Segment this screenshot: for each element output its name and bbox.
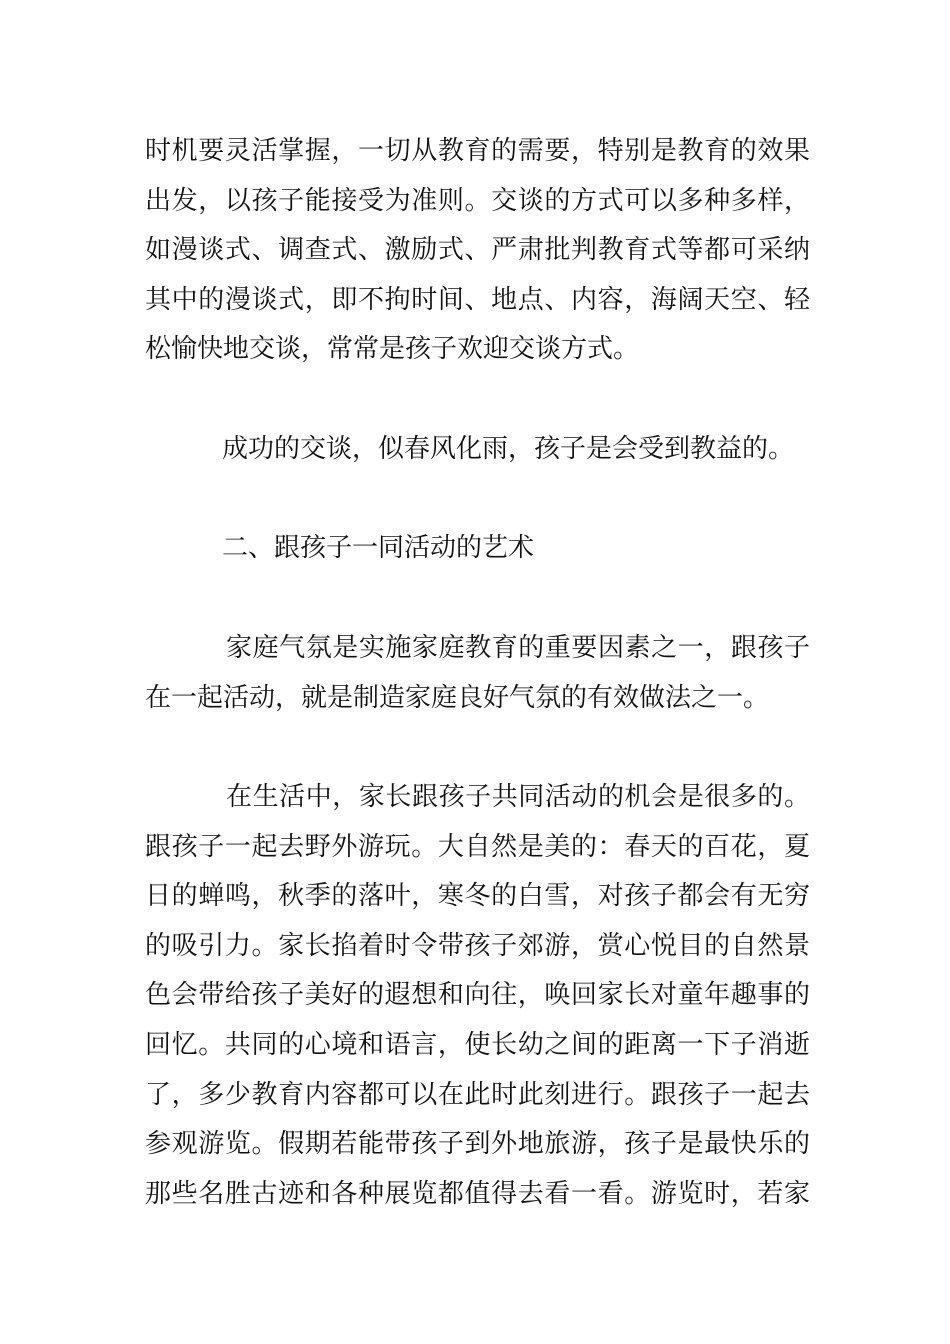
paragraph-4-line-9: 那些名胜古迹和各种展览都值得去看一看。游览时，若家 xyxy=(145,1179,810,1209)
paragraph-3-line-1: 家庭气氛是实施家庭教育的重要因素之一，跟孩子 xyxy=(226,633,810,663)
paragraph-4-line-2: 跟孩子一起去野外游玩。大自然是美的：春天的百花，夏 xyxy=(145,832,810,862)
paragraph-4-line-4: 的吸引力。家长掐着时令带孩子郊游，赏心悦目的自然景 xyxy=(145,931,810,961)
paragraph-2-line-1: 成功的交谈，似春风化雨，孩子是会受到教益的。 xyxy=(222,434,795,464)
paragraph-4-line-8: 参观游览。假期若能带孩子到外地旅游，孩子是最快乐的 xyxy=(145,1129,810,1159)
paragraph-4-line-5: 色会带给孩子美好的遐想和向往，唤回家长对童年趣事的 xyxy=(145,980,810,1010)
paragraph-4-line-7: 了，多少教育内容都可以在此时此刻进行。跟孩子一起去 xyxy=(145,1080,810,1110)
paragraph-1-line-2: 出发，以孩子能接受为准则。交谈的方式可以多种多样， xyxy=(145,186,810,216)
section-heading: 二、跟孩子一同活动的艺术 xyxy=(222,533,535,563)
paragraph-1-line-3: 如漫谈式、调查式、激励式、严肃批判教育式等都可采纳 xyxy=(145,235,810,265)
paragraph-1-line-5: 松愉快地交谈，常常是孩子欢迎交谈方式。 xyxy=(145,334,640,364)
paragraph-4-line-6: 回忆。共同的心境和语言，使长幼之间的距离一下子消逝 xyxy=(145,1030,810,1060)
paragraph-3-line-2: 在一起活动，就是制造家庭良好气氛的有效做法之一。 xyxy=(145,683,770,713)
paragraph-1-line-4: 其中的漫谈式，即不拘时间、地点、内容，海阔天空、轻 xyxy=(145,285,810,315)
paragraph-4-line-3: 日的蝉鸣，秋季的落叶，寒冬的白雪，对孩子都会有无穷 xyxy=(145,881,810,911)
paragraph-1-line-1: 时机要灵活掌握，一切从教育的需要，特别是教育的效果 xyxy=(145,136,810,166)
paragraph-4-line-1: 在生活中，家长跟孩子共同活动的机会是很多的。 xyxy=(226,782,810,812)
